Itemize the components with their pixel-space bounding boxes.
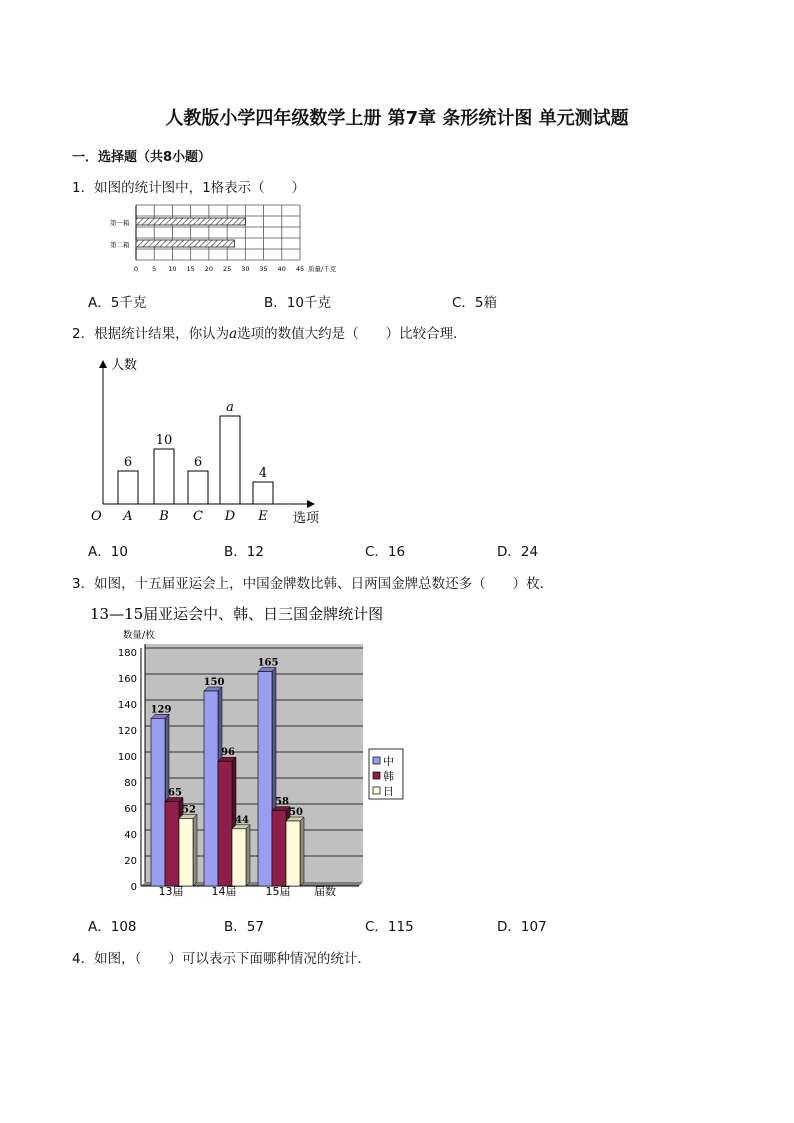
q2-category-label: E [258, 509, 268, 524]
q2-text-post: 选项的数值大约是（ ）比较合理． [237, 326, 467, 342]
q1-tick-label: 10 [168, 265, 177, 273]
q1-tick-label: 25 [222, 265, 232, 273]
q1-tick-label: 20 [204, 265, 214, 273]
q3-bar [179, 818, 193, 886]
q2-category-label: D [224, 509, 236, 524]
q3-legend-label: 日 [383, 785, 394, 798]
q2-bar [220, 416, 240, 504]
q1-option-c[interactable]: C．5箱 [452, 295, 498, 311]
q3-category-label: 15届 [265, 885, 291, 898]
q3-bar-side [246, 825, 250, 886]
q2-origin-label: O [91, 509, 102, 524]
q3-bar [232, 829, 246, 886]
question-4-text: 4．如图，（ ）可以表示下面哪种情况的统计． [72, 951, 371, 967]
q1-category-label: 第一箱 [110, 219, 130, 227]
q3-data-label: 150 [203, 677, 225, 688]
q2-chart [85, 350, 335, 530]
q3-tick-label: 160 [117, 674, 137, 685]
q1-chart [110, 203, 360, 278]
q3-bar [151, 718, 165, 886]
q2-x-label: 选项 [293, 511, 320, 526]
q3-bar [165, 802, 179, 887]
q3-bar [218, 761, 232, 886]
q3-legend-swatch [373, 757, 380, 764]
q3-data-label: 50 [289, 807, 303, 818]
q1-option-a[interactable]: A．5千克 [88, 295, 147, 311]
q2-bar [188, 471, 208, 504]
q3-tick-label: 120 [117, 726, 137, 737]
q3-category-label: 13届 [158, 885, 184, 898]
q1-tick-label: 0 [133, 265, 139, 273]
q2-category-label: B [159, 509, 169, 524]
q3-bar [272, 811, 286, 886]
q1-x-label: 质量/千克 [308, 265, 337, 273]
q1-tick-label: 15 [186, 265, 195, 273]
q3-option-d[interactable]: D．107 [497, 919, 547, 935]
q3-legend-swatch [373, 772, 380, 779]
q1-tick-label: 45 [295, 265, 305, 273]
q2-option-c[interactable]: C．16 [365, 544, 406, 560]
q3-tick-label: 80 [124, 778, 137, 789]
q2-bar [154, 449, 174, 504]
q3-tick-label: 20 [124, 856, 137, 867]
page-title: 人教版小学四年级数学上册 第7章 条形统计图 单元测试题 [165, 108, 629, 129]
q2-option-b[interactable]: B．12 [224, 544, 264, 560]
q3-bar-side [193, 814, 197, 886]
section-heading: 一．选择题（共8小题） [72, 150, 212, 165]
q2-bar [253, 482, 273, 504]
q3-chart [85, 598, 415, 903]
q3-tick-label: 40 [124, 830, 137, 841]
q3-legend-label: 中 [383, 755, 394, 768]
q1-bar [136, 218, 245, 225]
q1-tick-label: 30 [241, 265, 250, 273]
q3-chart-title: 13—15届亚运会中、韩、日三国金牌统计图 [90, 605, 384, 623]
q3-data-label: 58 [275, 796, 289, 808]
q3-bar-side [300, 817, 304, 886]
q2-data-label: 6 [123, 455, 133, 470]
q3-y-label: 数量/枚 [123, 630, 155, 641]
q3-bar [204, 691, 218, 886]
q2-data-label: a [226, 400, 234, 415]
q2-bar [118, 471, 138, 504]
q2-y-label: 人数 [111, 358, 138, 373]
q3-category-label: 14届 [211, 885, 237, 898]
q2-category-label: C [193, 509, 203, 524]
q1-category-label: 第二箱 [110, 241, 130, 249]
q3-tick-label: 180 [117, 648, 137, 659]
q3-data-label: 52 [182, 804, 196, 816]
q2-category-label: A [123, 509, 133, 524]
q3-bar [286, 821, 300, 886]
q3-data-label: 165 [257, 657, 279, 669]
q3-data-label: 44 [235, 814, 249, 826]
q3-legend [369, 749, 403, 799]
q3-x-label: 届数 [314, 885, 336, 898]
q2-text-variable: a [229, 326, 238, 342]
q2-option-d[interactable]: D．24 [497, 544, 539, 560]
q3-legend-swatch [373, 787, 380, 794]
question-2-text [72, 322, 467, 342]
q3-bar [258, 672, 272, 887]
q3-tick-label: 100 [117, 752, 137, 763]
q3-data-label: 96 [221, 747, 235, 759]
q1-tick-label: 35 [259, 265, 268, 273]
q2-data-label: 10 [155, 433, 173, 448]
q1-tick-label: 40 [277, 265, 286, 273]
question-3-text: 3．如图，十五届亚运会上，中国金牌数比韩、日两国金牌总数还多（ ）枚． [72, 576, 554, 592]
q3-tick-label: 0 [130, 882, 137, 893]
q1-option-b[interactable]: B．10千克 [264, 295, 331, 311]
q3-tick-label: 140 [117, 700, 137, 711]
q3-legend-label: 韩 [383, 770, 394, 783]
q3-data-label: 129 [150, 704, 172, 716]
q3-option-c[interactable]: C．115 [365, 919, 414, 935]
q2-option-a[interactable]: A．10 [88, 544, 128, 560]
q2-data-label: 6 [193, 455, 203, 470]
q2-data-label: 4 [258, 466, 268, 481]
q3-data-label: 65 [168, 787, 182, 799]
q3-tick-label: 60 [124, 804, 137, 815]
q2-text-pre: 2．根据统计结果，你认为 [72, 326, 230, 342]
q3-option-a[interactable]: A．108 [88, 919, 137, 935]
q1-tick-label: 5 [152, 265, 157, 273]
question-1-text: 1．如图的统计图中，1格表示（ ） [72, 180, 306, 196]
q3-option-b[interactable]: B．57 [224, 919, 264, 935]
q1-bar [136, 240, 234, 247]
